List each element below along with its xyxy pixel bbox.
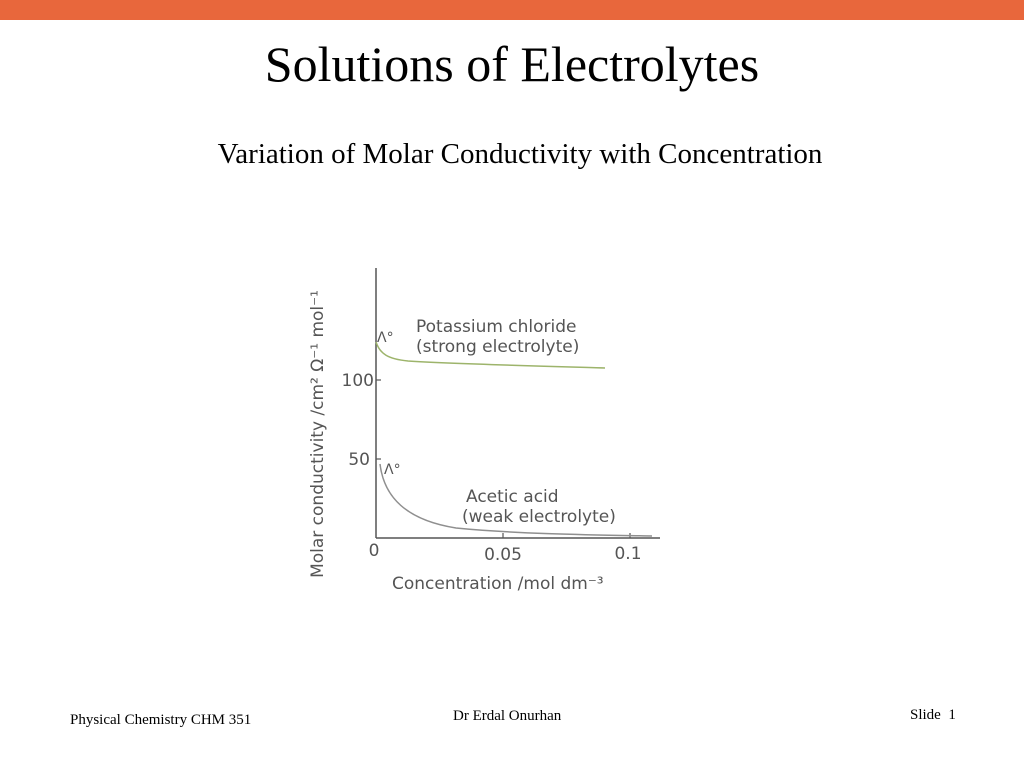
label-strong-electrolyte: (strong electrolyte): [416, 337, 580, 357]
footer-slide-value: 1: [948, 707, 956, 723]
slide-title: Solutions of Electrolytes: [264, 36, 760, 92]
label-potassium-chloride: Potassium chloride: [416, 317, 577, 337]
conductivity-figure-svg: [296, 262, 672, 604]
x-axis-label: Concentration /mol dm⁻³: [392, 574, 604, 594]
label-weak-electrolyte: (weak electrolyte): [462, 507, 616, 527]
footer-course: Physical Chemistry CHM 351: [70, 712, 252, 728]
x-tick-label-005: 0.05: [484, 545, 522, 565]
conductivity-figure: [296, 262, 672, 604]
y-tick-label-50: 50: [348, 450, 370, 470]
footer-author: Dr Erdal Onurhan: [453, 708, 562, 724]
limit-symbol-weak: Λ°: [384, 462, 401, 478]
y-tick-label-100: 100: [341, 371, 374, 391]
x-tick-label-01: 0.1: [614, 544, 642, 564]
top-accent-bar: [0, 0, 1024, 20]
label-acetic-acid: Acetic acid: [466, 487, 559, 507]
footer-slide-number: [910, 706, 956, 724]
footer-slide-label: Slide: [910, 707, 941, 723]
limit-symbol-strong: Λ°: [377, 330, 394, 346]
slide-subtitle: Variation of Molar Conductivity with Concentration: [217, 138, 823, 170]
x-tick-label-0: 0: [368, 541, 380, 561]
y-axis-label: Molar conductivity /cm² Ω⁻¹ mol⁻¹: [308, 290, 328, 578]
